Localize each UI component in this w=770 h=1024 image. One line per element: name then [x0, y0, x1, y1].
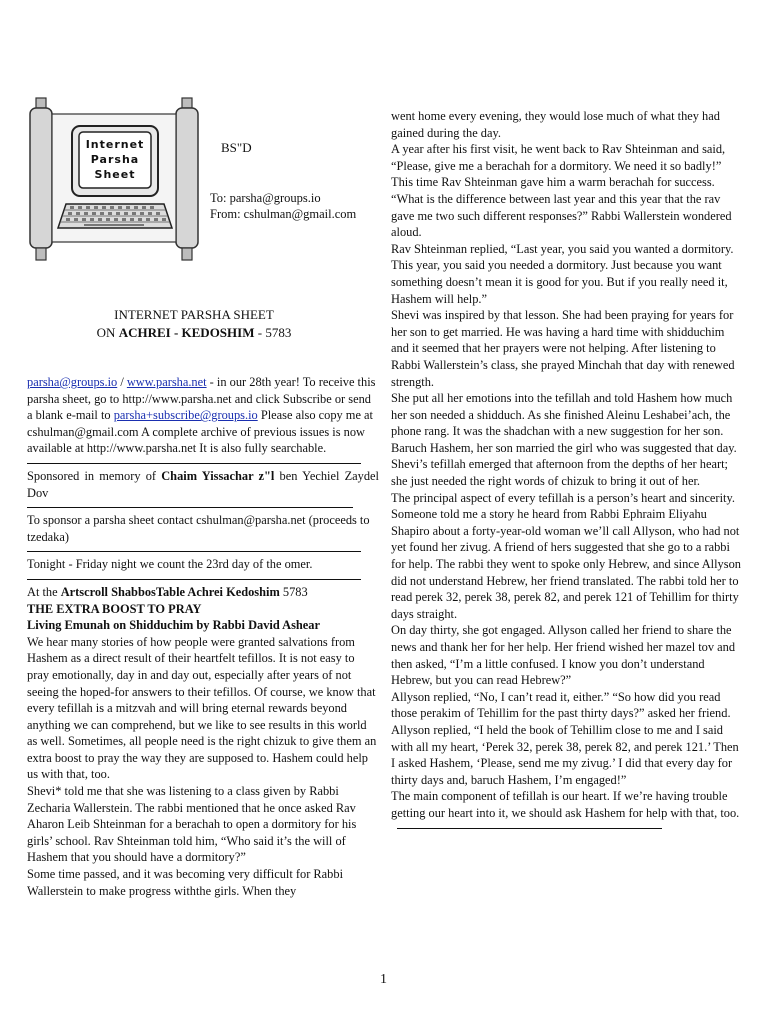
end-divider: [397, 822, 662, 829]
article-paragraph: Shevi was inspired by that lesson. She had been praying for years for her son to get married. He was having a hard time with shidduchim and it seemed that her prayers were not helping. After listening to Rabbi Wallerstein’s class, she prayed Minchah that day with renewed strength.: [391, 308, 735, 389]
intro-paragraph: [27, 374, 379, 457]
title-year: - 5783: [254, 325, 292, 340]
article-subheading: Living Emunah on Shidduchim by Rabbi David Ashear: [27, 618, 321, 633]
logo-line-1: Internet: [85, 138, 145, 151]
right-column: [391, 108, 743, 833]
title-prefix: ON: [96, 325, 119, 340]
source-prefix: At the: [27, 584, 61, 599]
source-line: [27, 584, 379, 601]
to-address: To: parsha@groups.io: [210, 191, 321, 205]
article-paragraph: The principal aspect of every tefillah is a person’s heart and sincerity.: [391, 490, 735, 505]
sponsor-contact: To sponsor a parsha sheet contact cshulman@parsha.net (proceeds to tzedaka): [27, 513, 370, 544]
article-paragraph: A year after his first visit, he went back to Rav Shteinman and said, “Please, give me a berachah for a dormitory. We need it so badly!” This time Rav Shteinman gave him a warm berachah for success.: [391, 142, 726, 190]
sponsor-name: Chaim Yissachar z"l: [161, 468, 275, 483]
logo-line-2: Parsha: [90, 153, 140, 166]
article-paragraph: We hear many stories of how people were granted salvations from Hashem as a direct result of their heartfelt tefillos. It is not easy to pray emotionally, day in and day out, especially after years of not seeing the hoped-for answers to their tefillos. Of course, we know that every tefillah is a mitzvah and will bring eternal rewards beyond anything we can comprehend, but we like to see results in this world as well. Sometimes, all people need is the right chizuk to give them an extra boost to pray the way they are supposed to. Hashem could help us with that, too.: [27, 634, 377, 782]
article-paragraph: Allyson replied, “No, I can’t read it, either.” “So how did you read those perakim of Tehillim for the past thirty days?” asked her friend. Allyson replied, “I held the book of Tehillim close to me and I said with all my heart, ‘Perek 32, perek 38, perek 82, and perek 121.’ Then I asked Hashem, ‘Please, send me my zivug.’ I did that every day for thirty days and, baruch Hashem, I’m engaged!”: [391, 689, 739, 787]
document-title: [27, 306, 361, 342]
title-line-2: [27, 324, 361, 342]
parsha-name: ACHREI - KEDOSHIM: [118, 325, 255, 340]
sponsor-memorial: [27, 468, 379, 501]
divider: [27, 545, 361, 552]
article-paragraph: The main component of tefillah is our heart. If we’re having trouble getting our heart into it, we should ask Hashem for help with that, too.: [391, 789, 740, 820]
logo-line-3: Sheet: [94, 168, 136, 181]
article-paragraph: Baruch Hashem, her son married the girl who was suggested that day. Shevi’s tefillah emerged that afternoon from the depths of her heart; she just needed the right words of chizuk to bring it out of her.: [391, 440, 737, 489]
article-paragraph: went home every evening, they would lose much of what they had gained during the day.: [391, 109, 720, 140]
divider: [27, 457, 361, 464]
omer-count: Tonight - Friday night we count the 23rd day of the omer.: [27, 557, 313, 572]
divider: [27, 573, 361, 580]
source-title: Artscroll ShabbosTable Achrei Kedoshim: [60, 584, 280, 599]
left-column: [27, 374, 379, 899]
article-paragraph: Some time passed, and it was becoming very difficult for Rabbi Wallerstein to make progress withthe girls. When they: [27, 867, 344, 898]
sponsor-suffix: ben Yechiel Zaydel Dov: [27, 468, 379, 500]
intro-text-1: - in our 28th year! To receive this parsha sheet, go to http://www.parsha.net and click Subscribe or send a blank e-mail to: [27, 375, 376, 423]
address-block: [210, 190, 356, 222]
divider: [27, 501, 353, 508]
from-address: From: cshulman@gmail.com: [210, 207, 357, 221]
intro-text-2: Please also copy me at cshulman@gmail.com A complete archive of previous issues is now available at http://www.parsha.net It is also fully searchable.: [27, 408, 373, 456]
internet-parsha-sheet-logo: [22, 90, 212, 265]
parsha-groups-link[interactable]: parsha@groups.io: [27, 375, 118, 389]
title-line-1: INTERNET PARSHA SHEET: [114, 307, 274, 322]
page-number: 1: [380, 972, 387, 987]
scroll-computer-logo-icon: [22, 90, 212, 265]
article-paragraph: On day thirty, she got engaged. Allyson called her friend to share the news and thank her for her help. Her friend wished her mazel tov and then asked, “I’m a little confused. I know you don’t understand Hebrew, but you can read Hebrew?”: [391, 623, 736, 688]
subscribe-link[interactable]: parsha+subscribe@groups.io: [113, 408, 258, 423]
article-paragraph: Rav Shteinman replied, “Last year, you said you wanted a dormitory. This year, you said you needed a dormitory. Just because you want something doesn’t mean it is good for you. But if you really need it, Hashem will help.”: [391, 241, 734, 306]
parsha-net-link[interactable]: www.parsha.net: [126, 375, 207, 389]
article-paragraph: “What is the difference between last year and this year that the rav gave me two such different responses?” Rabbi Wallerstein wondered aloud.: [391, 191, 732, 240]
article-paragraph: Shevi* told me that she was listening to a class given by Rabbi Zecharia Wallerstein. The rabbi mentioned that he once asked Rav Aharon Leib Shteinman for a berachah to open a dormitory for his girls’ school. Rav Shteinman told him, “Who said it’s the will of Hashem that you should have a dormitory?”: [27, 784, 357, 865]
source-year: 5783: [279, 584, 308, 599]
article-paragraph: She put all her emotions into the tefillah and told Hashem how much her son needed a shidduch. As she finished Aleinu Leshabei’ach, the phone rang. It was the shadchan with a new suggestion for her son.: [391, 391, 733, 439]
article-paragraph: Someone told me a story he heard from Rabbi Ephraim Eliyahu Shapiro about a forty-year-old woman we’ll call Allyson, who had not yet found her zivug. A friend of hers suggested that she go to a rabbi for help. The rabbi they went to spoke only Hebrew, and since Allyson did not understand Hebrew, her friend translated. The rabbi told her to read perek 32, perek 38, perek 82, and perek 121 of Tehillim for thirty days straight.: [391, 507, 741, 621]
sponsor-prefix: Sponsored in memory of: [27, 468, 162, 483]
article-heading: THE EXTRA BOOST TO PRAY: [27, 601, 202, 616]
bsd-marker: BS"D: [221, 140, 252, 155]
link-separator: /: [117, 375, 127, 389]
